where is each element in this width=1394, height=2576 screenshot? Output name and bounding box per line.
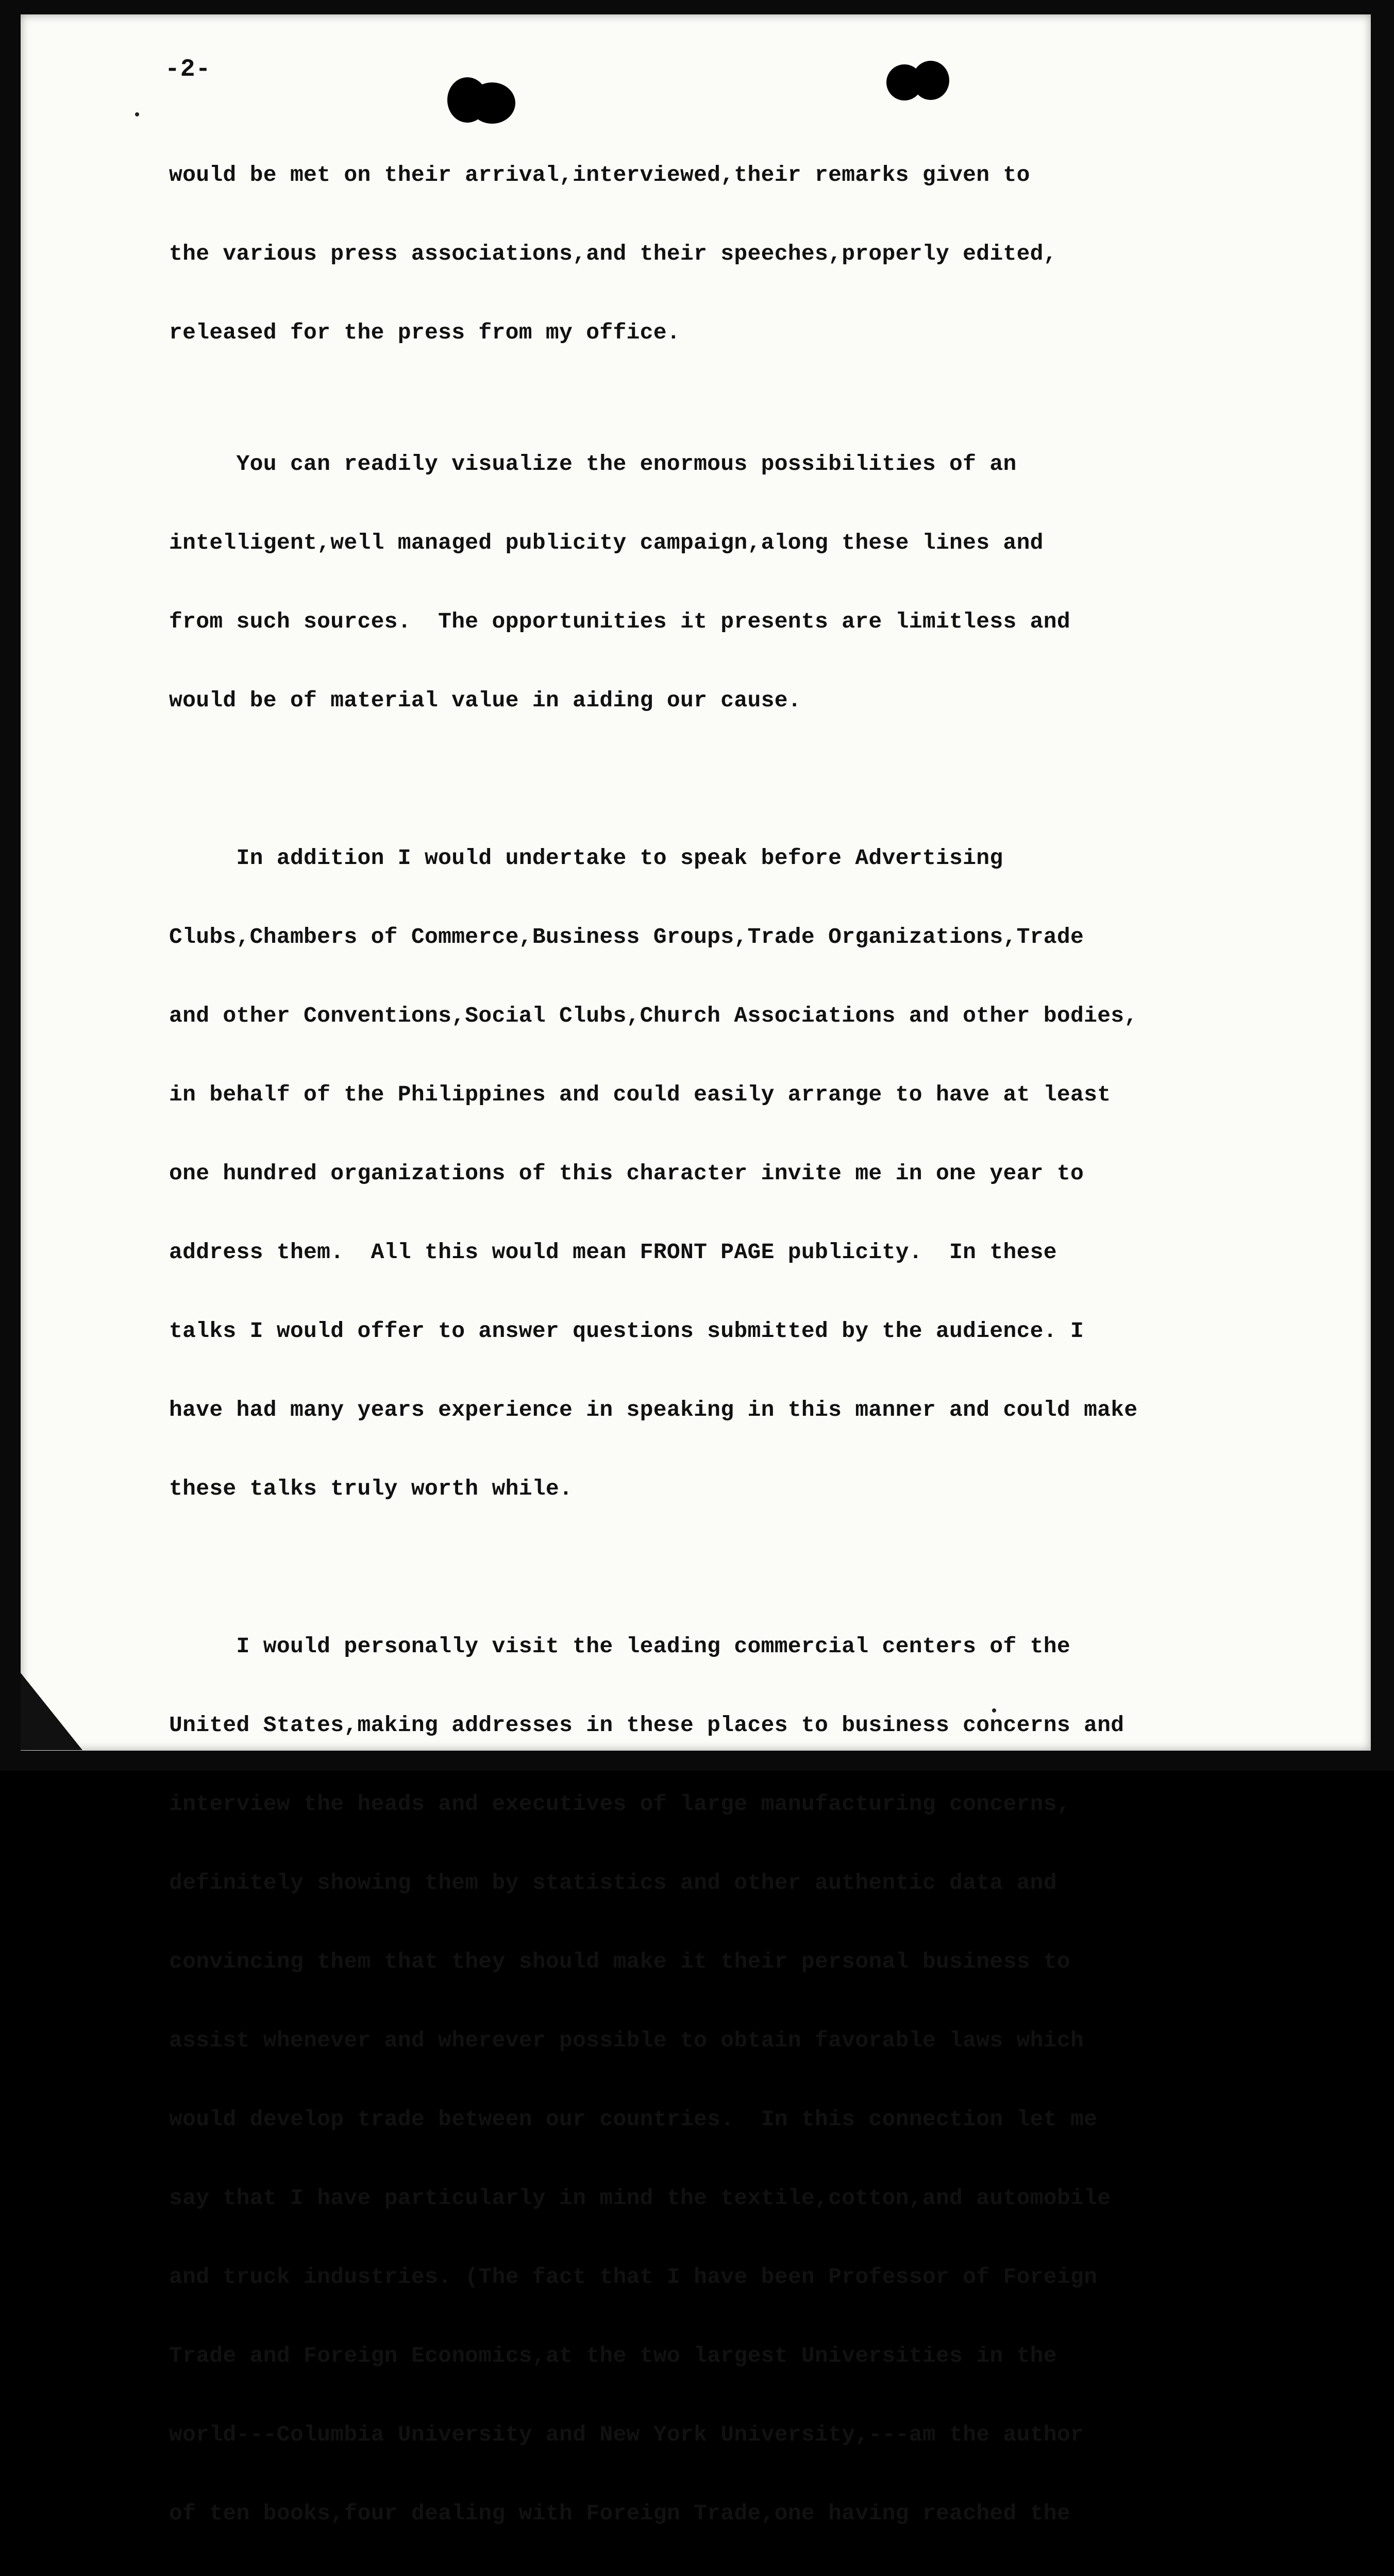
text-line: would be of material value in aiding our cause.	[169, 688, 801, 713]
text-line: world---Columbia University and New York University,---am the author	[169, 2422, 1084, 2447]
text-line: United States,making addresses in these places to business concerns and	[169, 1713, 1124, 1738]
text-line: address them. All this would mean FRONT PAGE publicity. In these	[169, 1240, 1057, 1265]
text-line: In addition I would undertake to speak before Advertising	[169, 845, 1003, 871]
paragraph	[169, 792, 1329, 1554]
text-line: interview the heads and executives of large manufacturing concerns,	[169, 1791, 1070, 1817]
text-line: these talks truly worth while.	[169, 1476, 573, 1501]
text-line: in behalf of the Philippines and could easily arrange to have at least	[169, 1082, 1111, 1107]
text-line: assist whenever and wherever possible to obtain favorable laws which	[169, 2028, 1084, 2053]
text-line: would be met on their arrival,interviewed,their remarks given to	[169, 162, 1030, 188]
text-line: Trade and Foreign Economics,at the two largest Universities in the	[169, 2343, 1057, 2368]
text-line: one hundred organizations of this character invite me in one year to	[169, 1161, 1084, 1186]
text-line: of ten books,four dealing with Foreign Trade,one having reached the	[169, 2501, 1070, 2526]
text-line: intelligent,well managed publicity campaign,along these lines and	[169, 530, 1044, 555]
folded-corner	[21, 1673, 82, 1750]
text-line: talks I would offer to answer questions submitted by the audience. I	[169, 1318, 1084, 1344]
letter-body	[169, 109, 1329, 2576]
text-line: say that I have particularly in mind the textile,cotton,and automobile	[169, 2185, 1111, 2211]
text-line: I would personally visit the leading commercial centers of the	[169, 1634, 1070, 1659]
text-line: and other Conventions,Social Clubs,Church Associations and other bodies,	[169, 1003, 1138, 1028]
text-line: would develop trade between our countries. In this connection let me	[169, 2107, 1098, 2132]
text-line: and truck industries. (The fact that I have been Professor of Foreign	[169, 2264, 1098, 2290]
text-line: You can readily visualize the enormous possibilities of an	[169, 451, 1017, 477]
paragraph	[169, 1581, 1329, 2576]
stray-ink-mark	[135, 112, 139, 116]
text-line: the various press associations,and their speeches,properly edited,	[169, 241, 1057, 266]
paragraph	[169, 398, 1329, 766]
text-line: convincing them that they should make it their personal business to	[169, 1949, 1070, 1974]
text-line: Clubs,Chambers of Commerce,Business Groups,Trade Organizations,Trade	[169, 924, 1084, 950]
text-line: have had many years experience in speaking in this manner and could make	[169, 1397, 1138, 1422]
text-line: definitely showing them by statistics and other authentic data and	[169, 1870, 1057, 1895]
paragraph	[169, 109, 1329, 398]
text-line: released for the press from my office.	[169, 320, 680, 345]
punch-hole-right-overlap	[912, 61, 949, 100]
page-number: -2-	[165, 56, 211, 83]
text-line: from such sources. The opportunities it presents are limitless and	[169, 609, 1070, 634]
